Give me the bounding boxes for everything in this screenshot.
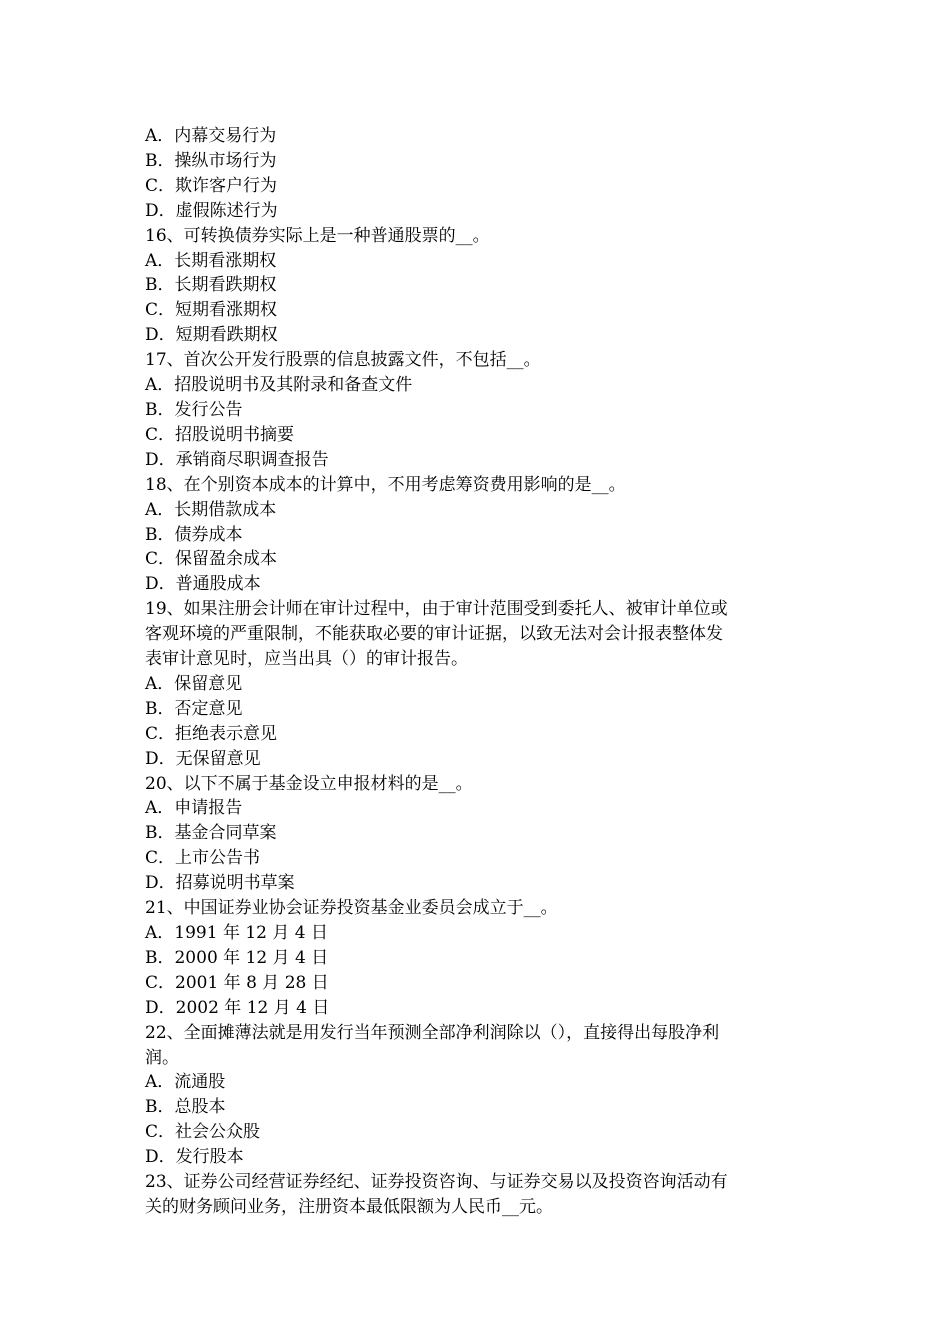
option-line: B．2000 年 12 月 4 日: [145, 947, 329, 968]
question-23: 23、证券公司经营证券经纪、证券投资咨询、与证券交易以及投资咨询活动有: [145, 1172, 728, 1193]
option-line: B．发行公告: [145, 399, 243, 420]
option-line: A．保留意见: [145, 673, 243, 694]
option-line: C．招股说明书摘要: [145, 424, 295, 445]
question-22: 22、全面摊薄法就是用发行当年预测全部净利润除以（），直接得出每股净利: [145, 1022, 720, 1043]
option-line: A．流通股: [145, 1072, 226, 1093]
question-21: 21、中国证券业协会证券投资基金业委员会成立于__。: [145, 898, 558, 919]
option-line: B．基金合同草案: [145, 823, 277, 844]
option-line: C．欺诈客户行为: [145, 175, 278, 196]
option-line: D．承销商尽职调查报告: [145, 449, 329, 470]
option-line: A．内幕交易行为: [145, 126, 277, 146]
option-line: D．招募说明书草案: [145, 873, 295, 894]
option-line: B．长期看跌期权: [145, 275, 277, 296]
option-line: A．申请报告: [145, 798, 243, 819]
option-line: B．否定意见: [145, 698, 243, 719]
option-line: C．社会公众股: [145, 1122, 261, 1143]
option-line: D．短期看跌期权: [145, 325, 278, 346]
question-18: 18、在个别资本成本的计算中，不用考虑筹资费用影响的是__。: [145, 474, 626, 495]
option-line: A．招股说明书及其附录和备查文件: [145, 375, 413, 396]
question-20: 20、以下不属于基金设立申报材料的是__。: [145, 773, 473, 794]
option-line: A．长期借款成本: [145, 499, 277, 520]
document-body: [145, 124, 810, 1220]
option-line: C．短期看涨期权: [145, 300, 278, 321]
question-17: 17、首次公开发行股票的信息披露文件，不包括__。: [145, 350, 541, 371]
question-16: 16、可转换债券实际上是一种普通股票的__。: [145, 225, 490, 246]
option-line: D．发行股本: [145, 1147, 244, 1168]
question-23-continued: 关的财务顾问业务，注册资本最低限额为人民币__元。: [145, 1196, 553, 1217]
option-line: C．2001 年 8 月 28 日: [145, 972, 329, 993]
option-line: C．拒绝表示意见: [145, 723, 278, 744]
option-line: D．2002 年 12 月 4 日: [145, 997, 330, 1018]
option-line: B．总股本: [145, 1097, 226, 1118]
option-line: D．无保留意见: [145, 748, 261, 769]
question-19-continued: 客观环境的严重限制，不能获取必要的审计证据，以致无法对会计报表整体发: [145, 624, 723, 645]
option-line: C．保留盈余成本: [145, 549, 278, 570]
option-line: D．普通股成本: [145, 574, 261, 595]
option-line: B．操纵市场行为: [145, 150, 277, 171]
question-19-continued: 表审计意见时，应当出具（）的审计报告。: [145, 649, 468, 670]
option-line: C．上市公告书: [145, 848, 261, 869]
question-19: 19、如果注册会计师在审计过程中，由于审计范围受到委托人、被审计单位或: [145, 599, 728, 620]
option-line: D．虚假陈述行为: [145, 200, 278, 221]
question-22-continued: 润。: [145, 1047, 179, 1068]
option-line: A．长期看涨期权: [145, 250, 277, 271]
option-line: A．1991 年 12 月 4 日: [145, 923, 329, 943]
option-line: B．债券成本: [145, 524, 243, 545]
